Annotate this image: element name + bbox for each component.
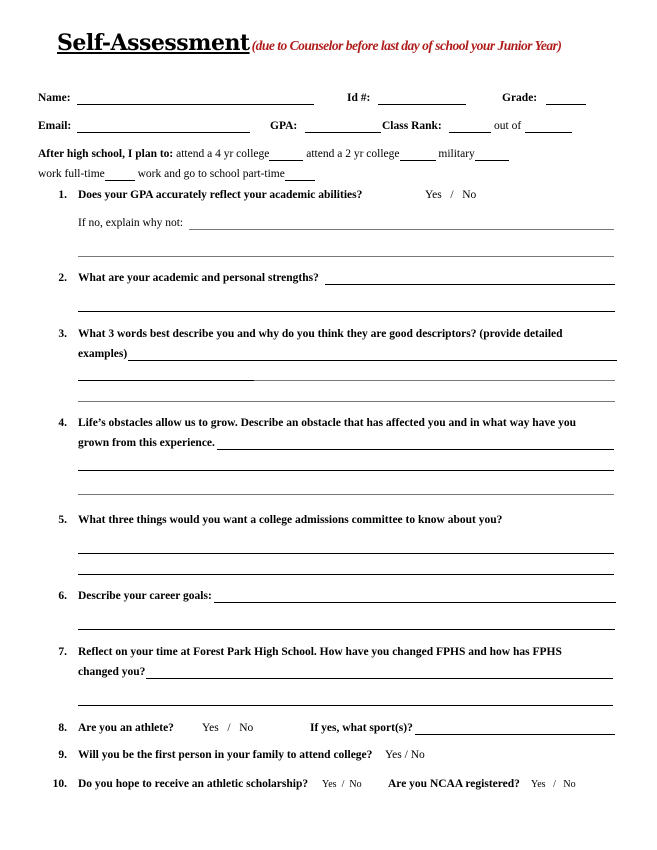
title-due-note: (due to Counselor before last day of school your Junior Year) — [251, 38, 562, 53]
name-field[interactable] — [77, 104, 314, 105]
q8-followup-label: If yes, what sport(s)? — [310, 722, 413, 734]
q3-answer-line-2b[interactable] — [254, 380, 615, 381]
plan-military-label: military — [438, 148, 475, 160]
plan-work-label: work full-time — [38, 168, 105, 180]
q8-yes-no — [202, 722, 253, 734]
plans-intro: After high school, I plan to: — [38, 148, 174, 160]
q3-text-line-2: examples) — [78, 348, 128, 360]
q8-number: 8. — [58, 722, 67, 734]
q5-answer-line-2[interactable] — [78, 574, 614, 575]
q4-answer-line-2[interactable] — [78, 470, 614, 471]
q8-sports-field[interactable] — [415, 734, 615, 735]
q9-yes[interactable]: Yes — [385, 749, 402, 761]
gpa-label: GPA: — [270, 120, 298, 132]
q7-answer-line-2[interactable] — [78, 705, 613, 706]
q8-separator: / — [227, 722, 231, 734]
q8-no[interactable]: No — [239, 722, 254, 734]
q4-text-line-2: grown from this experience. — [78, 437, 215, 449]
q2-answer-line-2[interactable] — [78, 311, 615, 312]
q1-yes[interactable]: Yes — [425, 189, 442, 201]
q1-followup-label: If no, explain why not: — [78, 217, 184, 229]
q9-separator: / — [404, 749, 408, 761]
id-label: Id #: — [347, 92, 371, 104]
plan-work-school-label: work and go to school part-time — [137, 168, 285, 180]
q9-yes-no — [385, 749, 425, 761]
q6-number: 6. — [58, 590, 67, 602]
q9-no[interactable]: No — [410, 749, 425, 761]
plan-military-blank[interactable] — [475, 148, 509, 161]
email-label: Email: — [38, 120, 72, 132]
id-field[interactable] — [378, 104, 466, 105]
q9-number: 9. — [58, 749, 67, 761]
class-rank-label: Class Rank: — [382, 120, 442, 132]
plan-2yr-blank[interactable] — [400, 148, 436, 161]
q1-answer-line-1[interactable] — [189, 229, 614, 230]
q10-ncaa-no[interactable]: No — [563, 779, 576, 790]
out-of-label: out of — [494, 120, 522, 132]
q1-separator: / — [450, 189, 454, 201]
q10-yes[interactable]: Yes — [322, 779, 337, 790]
plan-2yr-label: attend a 2 yr college — [306, 148, 400, 160]
plans-row-1 — [38, 148, 509, 161]
form-title — [57, 30, 561, 56]
q1-answer-line-2[interactable] — [78, 256, 614, 257]
q3-answer-line-1[interactable] — [128, 360, 617, 361]
q10-ncaa-yes[interactable]: Yes — [531, 779, 546, 790]
q7-number: 7. — [58, 646, 67, 658]
q10-ncaa-label: Are you NCAA registered? — [388, 778, 520, 790]
q2-answer-line-1[interactable] — [325, 284, 615, 285]
q6-text: Describe your career goals: — [78, 590, 212, 602]
q10-ncaa-separator: / — [553, 779, 556, 790]
plan-work-blank[interactable] — [105, 168, 135, 181]
title-main: Self-Assessment — [57, 30, 250, 56]
q3-answer-line-2a[interactable] — [78, 380, 254, 381]
q8-text: Are you an athlete? — [78, 722, 174, 734]
q1-no[interactable]: No — [462, 189, 477, 201]
q2-number: 2. — [58, 272, 67, 284]
q6-answer-line-2[interactable] — [78, 629, 615, 630]
gpa-field[interactable] — [305, 132, 381, 133]
q5-text: What three things would you want a college admissions committee to know about you? — [78, 514, 503, 526]
q10-text: Do you hope to receive an athletic scholarship? — [78, 778, 309, 790]
q10-yes-no — [322, 779, 362, 790]
class-rank-field[interactable] — [449, 132, 491, 133]
q6-answer-line-1[interactable] — [214, 602, 616, 603]
q1-number: 1. — [58, 189, 67, 201]
q10-number: 10. — [52, 778, 67, 790]
q2-text: What are your academic and personal strengths? — [78, 272, 319, 284]
q5-answer-line-1[interactable] — [78, 553, 614, 554]
q5-number: 5. — [58, 514, 67, 526]
email-field[interactable] — [77, 132, 250, 133]
q3-number: 3. — [58, 328, 67, 340]
q7-answer-line-1[interactable] — [146, 678, 613, 679]
q1-text: Does your GPA accurately reflect your academic abilities? — [78, 189, 363, 201]
q3-answer-line-3[interactable] — [78, 401, 615, 402]
class-size-field[interactable] — [525, 132, 572, 133]
q3-text-line-1: What 3 words best describe you and why do you think they are good descriptors? (provide detailed — [78, 328, 563, 340]
plan-4yr-blank[interactable] — [269, 148, 303, 161]
q4-answer-line-1[interactable] — [217, 449, 614, 450]
q1-yes-no — [425, 189, 476, 201]
name-label: Name: — [38, 92, 71, 104]
grade-label: Grade: — [502, 92, 538, 104]
q8-yes[interactable]: Yes — [202, 722, 219, 734]
grade-field[interactable] — [546, 104, 586, 105]
plan-4yr-label: attend a 4 yr college — [176, 148, 270, 160]
q4-number: 4. — [58, 417, 67, 429]
q4-answer-line-3[interactable] — [78, 494, 614, 495]
plans-row-2 — [38, 168, 315, 181]
q4-text-line-1: Life’s obstacles allow us to grow. Describe an obstacle that has affected you and in what way have you — [78, 417, 577, 429]
q7-text-line-2: changed you? — [78, 666, 146, 678]
q10-ncaa-yes-no — [531, 779, 576, 790]
q10-separator: / — [341, 779, 345, 790]
q9-text: Will you be the first person in your family to attend college? — [78, 749, 373, 761]
plan-work-school-blank[interactable] — [285, 168, 315, 181]
q7-text-line-1: Reflect on your time at Forest Park High School. How have you changed FPHS and how has FPHS — [78, 646, 562, 658]
q10-no[interactable]: No — [349, 779, 362, 790]
